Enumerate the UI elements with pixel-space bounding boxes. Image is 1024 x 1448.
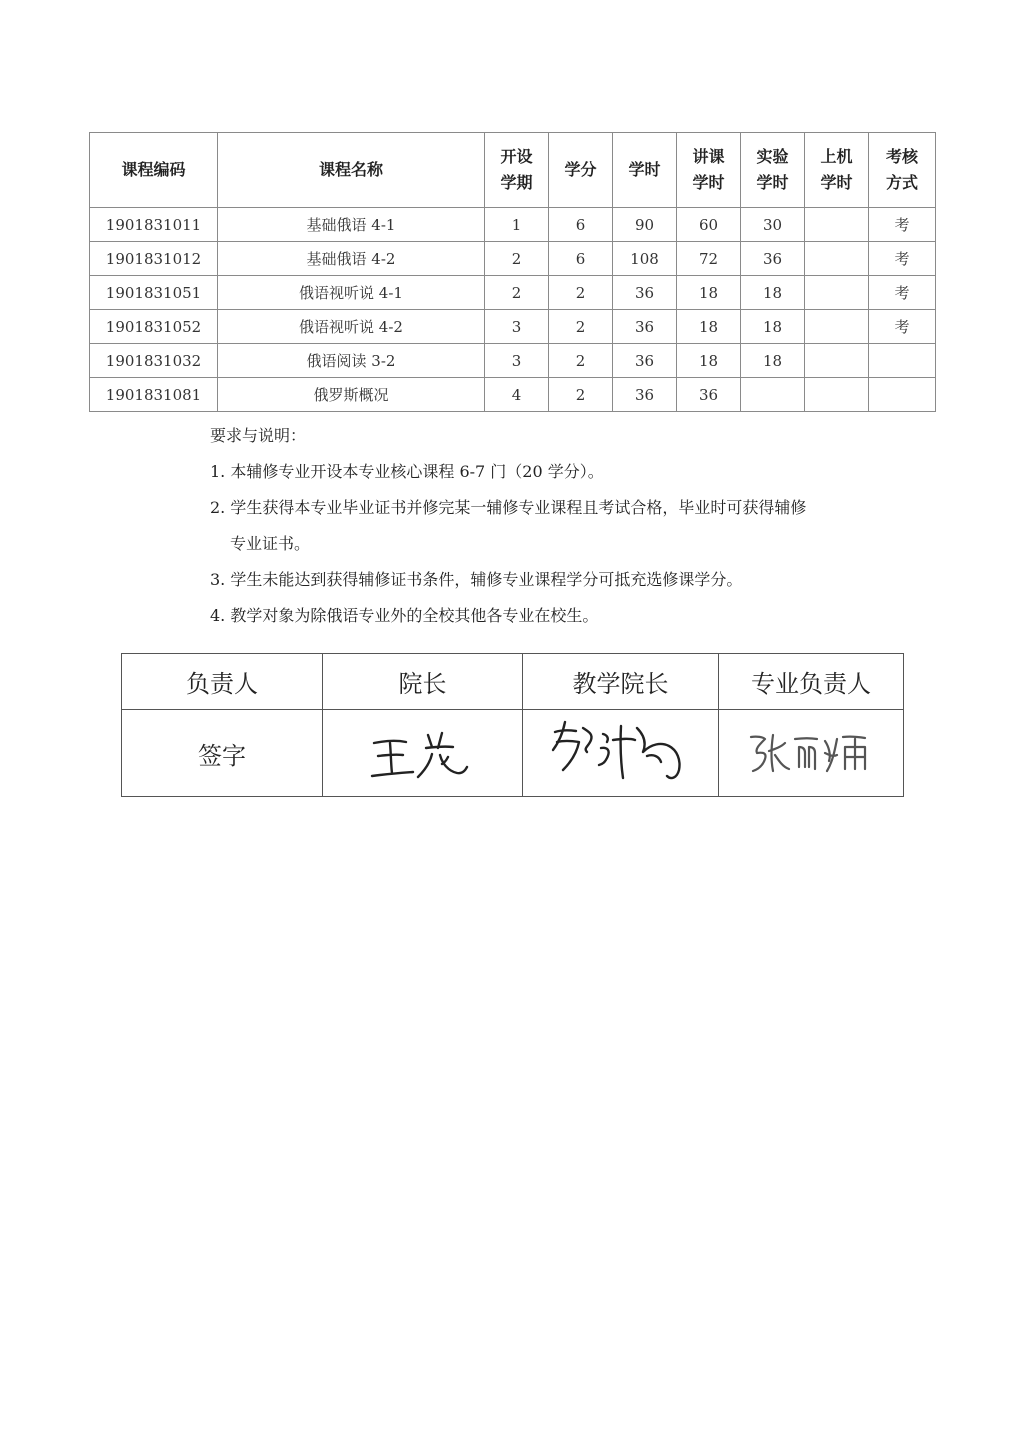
header-course-code: 课程编码 [90, 133, 218, 208]
dean-signature-icon [358, 721, 488, 785]
signature-row-label: 签字 [122, 710, 323, 797]
note-item-continuation: 专业证书。 [230, 534, 311, 553]
cell-semester: 3 [485, 344, 549, 378]
cell-lecture: 36 [677, 378, 741, 412]
header-semester: 开设 学期 [485, 133, 549, 208]
header-course-name: 课程名称 [218, 133, 485, 208]
cell-semester: 2 [485, 242, 549, 276]
dean-signature [323, 710, 523, 797]
cell-lab [741, 378, 805, 412]
cell-hours: 36 [613, 310, 677, 344]
cell-hours: 36 [613, 378, 677, 412]
note-item: 3. 学生未能达到获得辅修证书条件，辅修专业课程学分可抵充选修课学分。 [210, 570, 743, 589]
cell-lab: 18 [741, 344, 805, 378]
cell-lecture: 18 [677, 276, 741, 310]
cell-code: 1901831012 [90, 242, 218, 276]
cell-code: 1901831011 [90, 208, 218, 242]
cell-credits: 2 [549, 344, 613, 378]
cell-assessment [869, 378, 936, 412]
header-dean: 院长 [323, 654, 523, 710]
cell-semester: 4 [485, 378, 549, 412]
cell-assessment: 考 [869, 208, 936, 242]
course-table [89, 132, 936, 412]
cell-computer [805, 344, 869, 378]
cell-code: 1901831052 [90, 310, 218, 344]
cell-hours: 36 [613, 276, 677, 310]
program-head-signature [719, 710, 904, 797]
header-assessment: 考核 方式 [869, 133, 936, 208]
cell-lab: 30 [741, 208, 805, 242]
cell-credits: 6 [549, 208, 613, 242]
program-head-signature-icon [741, 725, 881, 781]
cell-lecture: 60 [677, 208, 741, 242]
cell-hours: 90 [613, 208, 677, 242]
table-row [90, 208, 936, 242]
cell-assessment: 考 [869, 276, 936, 310]
cell-semester: 2 [485, 276, 549, 310]
cell-assessment: 考 [869, 242, 936, 276]
cell-hours: 108 [613, 242, 677, 276]
cell-code: 1901831032 [90, 344, 218, 378]
cell-lab: 18 [741, 310, 805, 344]
cell-name: 基础俄语 4-1 [218, 208, 485, 242]
cell-assessment [869, 344, 936, 378]
requirements-notes [210, 424, 910, 640]
teaching-dean-signature-icon [543, 718, 698, 788]
teaching-dean-signature [523, 710, 719, 797]
cell-hours: 36 [613, 344, 677, 378]
signature-header-row [122, 654, 904, 710]
table-row [90, 378, 936, 412]
table-row [90, 242, 936, 276]
cell-code: 1901831051 [90, 276, 218, 310]
cell-credits: 6 [549, 242, 613, 276]
cell-credits: 2 [549, 378, 613, 412]
cell-computer [805, 208, 869, 242]
cell-computer [805, 276, 869, 310]
cell-credits: 2 [549, 310, 613, 344]
cell-computer [805, 378, 869, 412]
table-row [90, 344, 936, 378]
course-table-header [90, 133, 936, 208]
table-row [90, 276, 936, 310]
cell-lecture: 18 [677, 344, 741, 378]
cell-name: 俄罗斯概况 [218, 378, 485, 412]
header-lecture-hours: 讲课 学时 [677, 133, 741, 208]
cell-name: 基础俄语 4-2 [218, 242, 485, 276]
header-responsible: 负责人 [122, 654, 323, 710]
note-item: 2. 学生获得本专业毕业证书并修完某一辅修专业课程且考试合格，毕业时可获得辅修 [210, 498, 807, 517]
header-hours: 学时 [613, 133, 677, 208]
header-credits: 学分 [549, 133, 613, 208]
header-program-head: 专业负责人 [719, 654, 904, 710]
cell-lab: 18 [741, 276, 805, 310]
cell-computer [805, 242, 869, 276]
cell-name: 俄语视听说 4-1 [218, 276, 485, 310]
note-item: 4. 教学对象为除俄语专业外的全校其他各专业在校生。 [210, 606, 599, 625]
signature-row [122, 710, 904, 797]
cell-name: 俄语阅读 3-2 [218, 344, 485, 378]
cell-lecture: 18 [677, 310, 741, 344]
header-computer-hours: 上机 学时 [805, 133, 869, 208]
cell-semester: 3 [485, 310, 549, 344]
cell-computer [805, 310, 869, 344]
cell-lab: 36 [741, 242, 805, 276]
signature-table [121, 653, 904, 797]
cell-semester: 1 [485, 208, 549, 242]
cell-code: 1901831081 [90, 378, 218, 412]
cell-assessment: 考 [869, 310, 936, 344]
cell-credits: 2 [549, 276, 613, 310]
header-lab-hours: 实验 学时 [741, 133, 805, 208]
table-row [90, 310, 936, 344]
cell-name: 俄语视听说 4-2 [218, 310, 485, 344]
header-teaching-dean: 教学院长 [523, 654, 719, 710]
note-item: 1. 本辅修专业开设本专业核心课程 6-7 门（20 学分）。 [210, 462, 604, 481]
notes-heading: 要求与说明： [210, 426, 307, 445]
cell-lecture: 72 [677, 242, 741, 276]
